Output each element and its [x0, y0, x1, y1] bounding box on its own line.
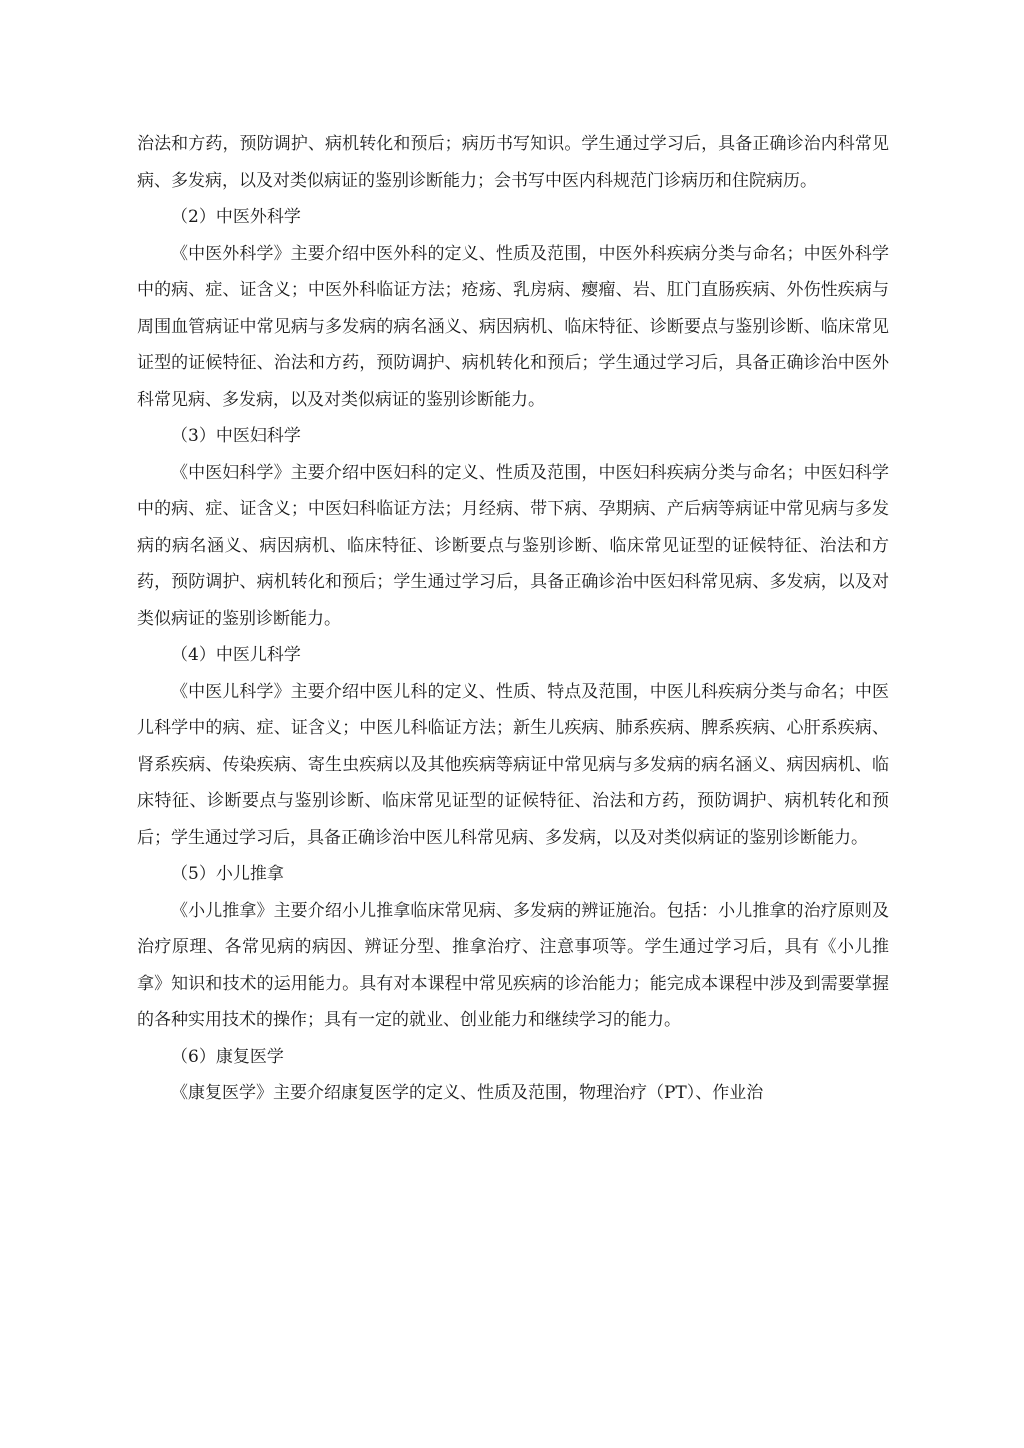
- section-body-rehabilitation: 《康复医学》主要介绍康复医学的定义、性质及范围，物理治疗（PT）、作业治: [171, 1083, 764, 1103]
- section-body-pediatrics: 《中医儿科学》主要介绍中医儿科的定义、性质、特点及范围，中医儿科疾病分类与命名；中医儿科学中的病、症、证含义；中医儿科临证方法；新生儿疾病、肺系疾病、脾系疾病、心肝系疾病、肾系疾病、传染疾病、寄生虫疾病以及其他疾病等病证中常见病与多发病的病名涵义、病因病机、临床特征、诊断要点与鉴别诊断、临床常见证型的证候特征、治法和方药，预防调护、病机转化和预后；学生通过学习后，具备正确诊治中医儿科常见病、多发病，以及对类似病证的鉴别诊断能力。: [137, 681, 889, 848]
- section-heading-rehabilitation: （6）康复医学: [171, 1046, 284, 1067]
- intro-paragraph: 治法和方药，预防调护、病机转化和预后；病历书写知识。学生通过学习后，具备正确诊治内科常见病、多发病，以及对类似病证的鉴别诊断能力；会书写中医内科规范门诊病历和住院病历。: [137, 134, 889, 191]
- section-heading-surgery: （2）中医外科学: [171, 207, 301, 227]
- document-content: [137, 126, 889, 1112]
- section-heading-pediatric-massage: （5）小儿推拿: [171, 864, 284, 884]
- section-heading-gynecology: （3）中医妇科学: [171, 426, 301, 446]
- section-body-surgery: 《中医外科学》主要介绍中医外科的定义、性质及范围，中医外科疾病分类与命名；中医外科学中的病、症、证含义；中医外科临证方法；疮疡、乳房病、瘿瘤、岩、肛门直肠疾病、外伤性疾病与周围血管病证中常见病与多发病的病名涵义、病因病机、临床特征、诊断要点与鉴别诊断、临床常见证型的证候特征、治法和方药，预防调护、病机转化和预后；学生通过学习后，具备正确诊治中医外科常见病、多发病，以及对类似病证的鉴别诊断能力。: [137, 243, 889, 410]
- section-body-pediatric-massage: 《小儿推拿》主要介绍小儿推拿临床常见病、多发病的辨证施治。包括：小儿推拿的治疗原则及治疗原理、各常见病的病因、辨证分型、推拿治疗、注意事项等。学生通过学习后，具有《小儿推拿》知识和技术的运用能力。具有对本课程中常见疾病的诊治能力；能完成本课程中涉及到需要掌握的各种实用技术的操作；具有一定的就业、创业能力和继续学习的能力。: [137, 900, 889, 1030]
- section-body-gynecology: 《中医妇科学》主要介绍中医妇科的定义、性质及范围，中医妇科疾病分类与命名；中医妇科学中的病、症、证含义；中医妇科临证方法；月经病、带下病、孕期病、产后病等病证中常见病与多发病的病名涵义、病因病机、临床特征、诊断要点与鉴别诊断、临床常见证型的证候特征、治法和方药，预防调护、病机转化和预后；学生通过学习后，具备正确诊治中医妇科常见病、多发病，以及对类似病证的鉴别诊断能力。: [137, 462, 889, 629]
- section-heading-pediatrics: （4）中医儿科学: [171, 645, 301, 665]
